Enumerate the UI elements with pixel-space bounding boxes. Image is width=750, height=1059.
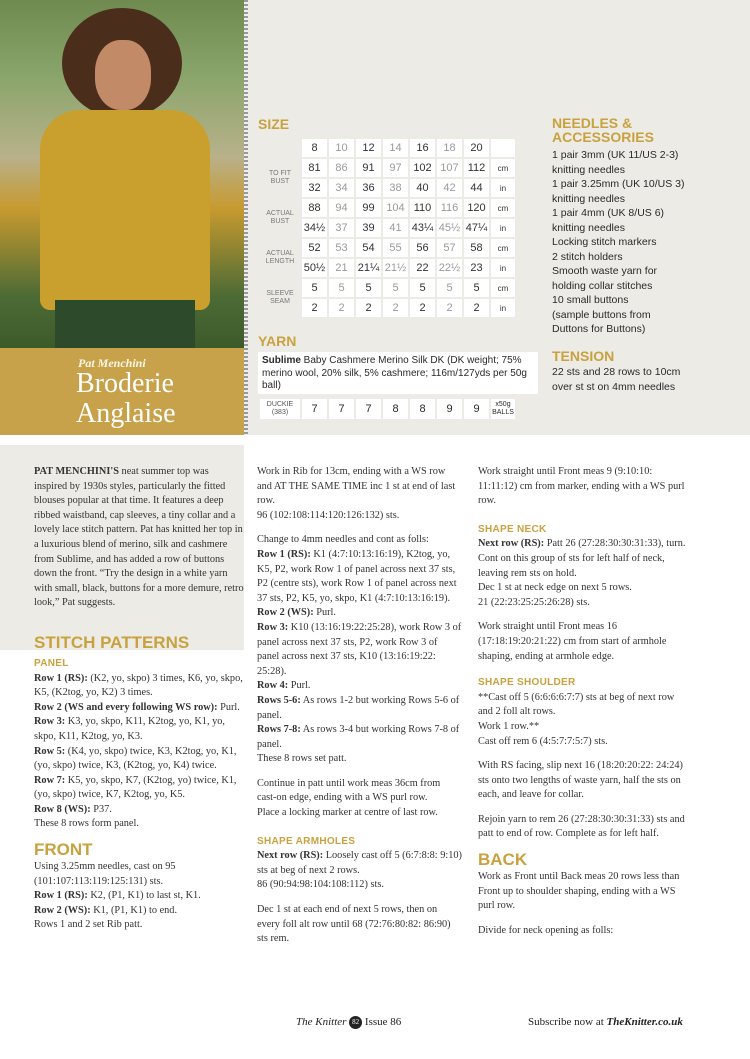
size-unit: in	[490, 258, 516, 278]
size-cell: 91	[355, 158, 382, 178]
needles-item: (sample buttons from	[552, 308, 651, 321]
panel-row: Row 5: (K4, yo, skpo) twice, K3, K2tog, yo, K1, (yo, skpo) twice, K3, (K2tog, yo, K4) twice.	[34, 745, 237, 772]
needles-item: 1 pair 4mm (UK 8/US 6)	[552, 207, 665, 219]
size-cell: 12	[355, 138, 382, 158]
yarn-brand: Sublime	[262, 355, 301, 366]
size-cell: 5	[436, 278, 463, 298]
panel-row: Row 2 (WS and every following WS row): Purl.	[34, 701, 240, 713]
size-row	[259, 138, 516, 158]
ball-count: 8	[382, 398, 409, 420]
yarn-table	[258, 397, 517, 421]
pattern-row: Rows 7-8: As rows 3-4 but working Rows 7-8 of panel.	[257, 724, 460, 750]
instruction: 96 (102:108:114:120:126:132) sts.	[257, 509, 400, 521]
size-row-label: TO FIT BUST	[259, 158, 301, 198]
needles-item: Smooth waste yarn for	[552, 265, 658, 277]
size-cell: 116	[436, 198, 463, 218]
tension-line: over st st on 4mm needles	[552, 380, 676, 393]
size-cell: 2	[355, 298, 382, 318]
size-cell: 44	[463, 178, 490, 198]
size-cell: 22	[409, 258, 436, 278]
size-cell: 22½	[436, 258, 463, 278]
intro-body: neat summer top was inspired by 1930s styles, particularly the fitted blouses popular at that time. It features a deep ribbed waistband, cap sleeves, a tiny collar and a lovely lace stitch pattern. Pat has knitted her top in a luxurious blend of merino, silk and cashmere from Sublime, and has added a row of buttons down the front. “Try the design in a white yarn with small, black, buttons for a more demure, retro look,” Pat suggests.	[34, 466, 244, 609]
size-cell: 5	[463, 278, 490, 298]
instruction: Divide for neck opening as folls:	[478, 924, 614, 936]
size-cell: 88	[301, 198, 328, 218]
instruction: Work straight until Front meas 9 (9:10:10: 11:11:12) cm from marker, ending with a WS purl row.	[478, 466, 685, 507]
size-cell: 102	[409, 158, 436, 178]
shape-shoulder-heading: SHAPE SHOULDER	[478, 677, 576, 689]
needles-item: knitting needles	[552, 163, 625, 176]
size-cell: 45½	[436, 218, 463, 238]
needles-heading-line1: NEEDLES &	[552, 115, 633, 131]
magazine-name: The Knitter	[296, 1016, 347, 1029]
size-row-label: ACTUAL LENGTH	[259, 238, 301, 278]
size-row-label: ACTUAL BUST	[259, 198, 301, 238]
ball-count: 7	[328, 398, 355, 420]
instruction: These 8 rows set patt.	[257, 753, 347, 765]
needles-item: Locking stitch markers	[552, 236, 657, 248]
size-cell: 81	[301, 158, 328, 178]
tension-line: 22 sts and 28 rows to 10cm	[552, 366, 681, 378]
size-unit: cm	[490, 238, 516, 258]
ball-count: 9	[463, 398, 490, 420]
intro-text	[34, 465, 244, 611]
panel-note: These 8 rows form panel.	[34, 818, 139, 830]
ball-count: 7	[355, 398, 382, 420]
front-cast-on: Using 3.25mm needles, cast on 95 (101:107:113:119:125:131) sts.	[34, 861, 176, 887]
size-cell: 110	[409, 198, 436, 218]
size-cell: 97	[382, 158, 409, 178]
yarn-shade: DUCKIE (383)	[259, 398, 301, 420]
yarn-details: Baby Cashmere Merino Silk DK (DK weight; 75% merino wool, 20% silk, 5% cashmere; 116m/127yds per 50g ball)	[262, 355, 527, 391]
pattern-row: Row 2 (WS): Purl.	[257, 607, 336, 619]
panel-row: Row 7: K5, yo, skpo, K7, (K2tog, yo) twice, K1, (yo, skpo) twice, K7, K2tog, yo, K5.	[34, 774, 237, 801]
size-cell: 23	[463, 258, 490, 278]
size-cell: 104	[382, 198, 409, 218]
size-cell: 16	[409, 138, 436, 158]
needles-item: holding collar stitches	[552, 279, 653, 292]
needles-item: knitting needles	[552, 192, 625, 205]
instruction: Work in Rib for 13cm, ending with a WS row and AT THE SAME TIME inc 1 st at end of last row.	[257, 466, 456, 507]
size-unit: cm	[490, 278, 516, 298]
spiral-binding	[244, 0, 248, 435]
size-row	[259, 158, 516, 178]
back-heading: BACK	[478, 850, 528, 870]
size-cell: 5	[409, 278, 436, 298]
size-unit: in	[490, 298, 516, 318]
size-cell: 2	[301, 298, 328, 318]
instruction: Dec 1 st at each end of next 5 rows, then on every foll alt row until 68 (72:76:80:82: 86:90) sts rem.	[257, 904, 451, 945]
size-cell: 18	[436, 138, 463, 158]
pattern-row: Rows 5-6: As rows 1-2 but working Rows 5-6 of panel.	[257, 694, 460, 721]
size-cell: 32	[301, 178, 328, 198]
panel-heading: PANEL	[34, 657, 69, 669]
intro-lead: PAT MENCHINI'S	[34, 466, 119, 477]
ball-count: 7	[301, 398, 328, 420]
pattern-row: Row 1 (RS): K1 (4:7:10:13:16:19), K2tog, yo, K5, P2, work Row 1 of panel across next 37 sts, P2 (centre sts), work Row 1 of panel across next 37 sts, P2, K5, yo, skpo, K1 (4:7:10:13:16:19).	[257, 548, 457, 604]
shape-armholes-heading: SHAPE ARMHOLES	[257, 835, 356, 847]
instruction: Change to 4mm needles and cont as folls:	[257, 534, 429, 546]
size-cell: 50½	[301, 258, 328, 278]
instruction: Cont on this group of sts for left half of neck, leaving rem sts on hold.	[478, 552, 665, 579]
column-1	[34, 465, 244, 933]
size-unit: cm	[490, 198, 516, 218]
size-cell: 36	[355, 178, 382, 198]
size-cell: 43¼	[409, 218, 436, 238]
footer-magazine	[296, 1016, 401, 1029]
instruction: Continue in patt until work meas 36cm from cast-on edge, ending with a WS purl row.	[257, 777, 441, 804]
size-row-label: SLEEVE SEAM	[259, 278, 301, 318]
size-cell: 21	[328, 258, 355, 278]
size-cell: 40	[409, 178, 436, 198]
size-cell: 2	[436, 298, 463, 318]
rib-row: Row 1 (RS): K2, (P1, K1) to last st, K1.	[34, 890, 201, 902]
column-3	[478, 465, 690, 938]
size-cell: 52	[301, 238, 328, 258]
size-cell: 54	[355, 238, 382, 258]
size-table	[258, 137, 517, 319]
needles-item: 10 small buttons	[552, 294, 629, 306]
size-cell: 55	[382, 238, 409, 258]
size-cell: 10	[328, 138, 355, 158]
needles-item: 1 pair 3mm (UK 11/US 2-3)	[552, 149, 679, 161]
size-cell: 47¼	[463, 218, 490, 238]
yarn-heading: YARN	[258, 333, 297, 349]
stitch-patterns-heading: STITCH PATTERNS	[34, 632, 190, 652]
page-number: 82	[349, 1016, 362, 1029]
size-cell: 120	[463, 198, 490, 218]
size-row	[259, 278, 516, 298]
size-row	[259, 198, 516, 218]
size-cell: 5	[301, 278, 328, 298]
size-cell: 2	[463, 298, 490, 318]
size-cell: 56	[409, 238, 436, 258]
size-cell: 112	[463, 158, 490, 178]
pattern-title-line2: Anglaise	[76, 398, 176, 429]
pattern-row: Row 4: Purl.	[257, 680, 311, 692]
size-unit: in	[490, 178, 516, 198]
pattern-title-line1: Broderie	[76, 368, 174, 399]
shape-neck-heading: SHAPE NECK	[478, 523, 547, 535]
size-heading: SIZE	[258, 116, 290, 132]
size-cell: 86	[328, 158, 355, 178]
needles-item: 1 pair 3.25mm (UK 10/US 3)	[552, 178, 685, 190]
size-cell: 42	[436, 178, 463, 198]
ball-unit: x50g BALLS	[490, 398, 516, 420]
panel-row: Row 1 (RS): (K2, yo, skpo) 3 times, K6, yo, skpo, K5, (K2tog, yo, K2) 3 times.	[34, 672, 243, 699]
instruction: Work straight until Front meas 16 (17:18:19:20:21:22) cm from start of armhole shaping, ending at armhole edge.	[478, 621, 667, 662]
needles-heading-line2: ACCESSORIES	[552, 129, 654, 145]
size-row-label	[259, 138, 301, 158]
size-cell: 21½	[382, 258, 409, 278]
instruction: Work 1 row.**	[478, 720, 540, 732]
footer-subscribe	[528, 1016, 683, 1028]
size-cell: 21¼	[355, 258, 382, 278]
size-cell: 34	[328, 178, 355, 198]
size-cell: 2	[382, 298, 409, 318]
size-cell: 107	[436, 158, 463, 178]
instruction: Work as Front until Back meas 20 rows less than Front up to shoulder shaping, ending with a WS purl row.	[478, 871, 680, 912]
rib-note: Rows 1 and 2 set Rib patt.	[34, 919, 143, 931]
size-cell: 8	[301, 138, 328, 158]
size-cell: 2	[409, 298, 436, 318]
tension-text	[552, 365, 680, 394]
issue-number: Issue 86	[364, 1016, 402, 1029]
size-cell: 5	[382, 278, 409, 298]
rib-row: Row 2 (WS): K1, (P1, K1) to end.	[34, 904, 178, 916]
instruction: Rejoin yarn to rem 26 (27:28:30:30:31:33) sts and patt to end of row. Complete as for left half.	[478, 813, 685, 840]
pattern-row: Next row (RS): Loosely cast off 5 (6:7:8:8: 9:10) sts at beg of next 2 rows.	[257, 850, 462, 876]
size-cell: 5	[355, 278, 382, 298]
size-cell: 53	[328, 238, 355, 258]
size-cell: 5	[328, 278, 355, 298]
instruction: **Cast off 5 (6:6:6:6:7:7) sts at beg of next row and 2 foll alt rows.	[478, 691, 675, 718]
pattern-row: Row 3: K10 (13:16:19:22:25:28), work Row 3 of panel across next 37 sts, P2, work Row 3 of panel across next 37 sts, K10 (13:16:19:22: 25:28).	[257, 621, 462, 677]
instruction: 86 (90:94:98:104:108:112) sts.	[257, 879, 384, 891]
size-cell: 41	[382, 218, 409, 238]
instruction: 21 (22:23:25:25:26:28) sts.	[478, 596, 590, 608]
needles-heading	[552, 116, 654, 144]
size-unit: cm	[490, 158, 516, 178]
size-cell: 38	[382, 178, 409, 198]
size-cell: 99	[355, 198, 382, 218]
ball-count: 9	[436, 398, 463, 420]
size-row	[259, 238, 516, 258]
model-photo	[0, 0, 244, 348]
tension-heading: TENSION	[552, 348, 615, 364]
designer-name: Pat Menchini	[78, 356, 146, 370]
size-cell: 34½	[301, 218, 328, 238]
subscribe-text: Subscribe now at	[528, 1016, 607, 1028]
size-cell: 2	[328, 298, 355, 318]
site-link[interactable]: TheKnitter.co.uk	[606, 1016, 683, 1028]
size-cell: 37	[328, 218, 355, 238]
size-cell: 58	[463, 238, 490, 258]
column-2	[257, 465, 462, 947]
size-cell: 94	[328, 198, 355, 218]
instruction: Dec 1 st at neck edge on next 5 rows.	[478, 582, 632, 594]
needles-item: 2 stitch holders	[552, 250, 623, 263]
needles-item: Duttons for Buttons)	[552, 323, 646, 335]
panel-row: Row 3: K3, yo, skpo, K11, K2tog, yo, K1, yo, skpo, K11, K2tog, yo, K3.	[34, 716, 225, 742]
size-cell: 20	[463, 138, 490, 158]
size-unit: in	[490, 218, 516, 238]
instruction: Place a locking marker at centre of last row.	[257, 807, 438, 819]
instruction: With RS facing, slip next 16 (18:20:20:22: 24:24) sts onto two lengths of waste yarn, half the sts on each, and leave for collar.	[478, 760, 683, 801]
ball-count: 8	[409, 398, 436, 420]
size-cell: 39	[355, 218, 382, 238]
size-unit	[490, 138, 516, 158]
pattern-row: Next row (RS): Patt 26 (27:28:30:30:31:33), turn.	[478, 538, 686, 550]
yarn-description	[258, 352, 538, 394]
needles-list	[552, 148, 684, 337]
size-cell: 14	[382, 138, 409, 158]
front-heading: FRONT	[34, 840, 93, 860]
instruction: Cast off rem 6 (4:5:7:7:5:7) sts.	[478, 735, 608, 747]
size-cell: 57	[436, 238, 463, 258]
panel-row: Row 8 (WS): P37.	[34, 803, 112, 815]
needles-item: knitting needles	[552, 221, 625, 234]
